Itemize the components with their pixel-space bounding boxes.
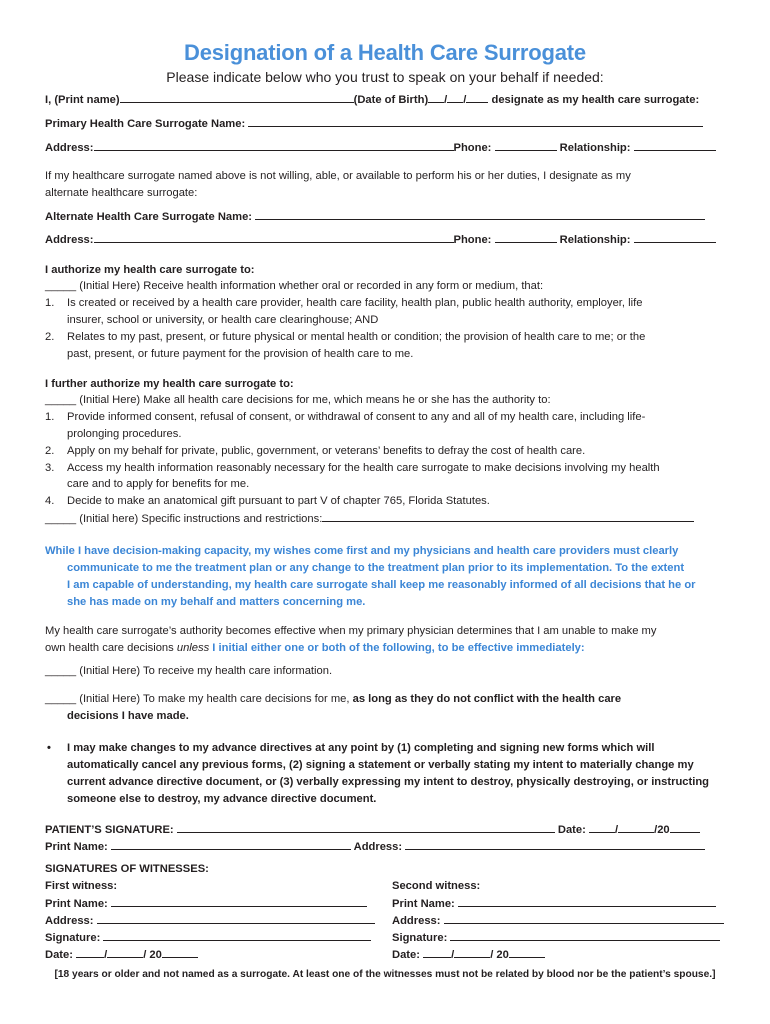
second-witness-print-field[interactable] bbox=[458, 896, 716, 907]
alternate-address-field[interactable] bbox=[94, 232, 454, 243]
dob-separator: / bbox=[463, 94, 467, 106]
capacity-line-4: she has made on my behalf and matters concerning me. bbox=[67, 596, 366, 608]
alternate-address-line bbox=[45, 232, 716, 247]
further-item-2 bbox=[45, 444, 54, 458]
option-receive-info[interactable]: _____ (Initial Here) To receive my health care information. bbox=[45, 665, 333, 677]
date-separator: / bbox=[451, 949, 455, 961]
option-make-decisions-condition: as long as they do not conflict with the health care bbox=[352, 693, 622, 705]
changes-line-1: I may make changes to my advance directives at any point by (1) completing and signing new forms which will bbox=[67, 742, 655, 754]
patient-print-name-field[interactable] bbox=[111, 839, 351, 850]
item-number: 1. bbox=[45, 411, 55, 423]
authorize-heading: I authorize my health care surrogate to: bbox=[45, 264, 255, 276]
further-heading: I further authorize my health care surrogate to: bbox=[45, 378, 294, 390]
date-separator: / bbox=[614, 824, 619, 836]
first-witness-signature-field[interactable] bbox=[103, 930, 371, 941]
further-item-3-text-a: Access my health information reasonably necessary for the health care surrogate to make decisions involving my health bbox=[67, 462, 660, 474]
primary-relationship-field[interactable] bbox=[634, 140, 716, 151]
further-item-3-text-b: care and to apply for benefits for me. bbox=[67, 478, 250, 490]
primary-surrogate-name-field[interactable] bbox=[248, 116, 703, 127]
item-number: 2. bbox=[45, 445, 55, 457]
dob-year-field[interactable] bbox=[466, 92, 488, 103]
year-prefix: / 20 bbox=[490, 949, 509, 961]
address-label: Address: bbox=[45, 142, 94, 154]
primary-address-line bbox=[45, 140, 716, 155]
alternate-intro-1: If my healthcare surrogate named above is not willing, able, or available to perform his or her duties, I designate as my bbox=[45, 170, 631, 182]
second-witness-date-line bbox=[392, 947, 545, 962]
patient-signature-field[interactable] bbox=[177, 822, 555, 833]
second-witness-signature-line bbox=[392, 930, 720, 945]
further-item-4-text: Decide to make an anatomical gift pursuant to part V of chapter 765, Florida Statutes. bbox=[67, 495, 490, 507]
address-label: Address: bbox=[353, 841, 403, 853]
capacity-line-3: I am capable of understanding, my health care surrogate shall keep me reasonably informed of all decisions that he or bbox=[67, 579, 696, 591]
item-number: 1. bbox=[45, 297, 55, 309]
second-witness-signature-field[interactable] bbox=[450, 930, 720, 941]
patient-signature-line bbox=[45, 822, 700, 837]
authorize-item-1-text-b: insurer, school or university, or health care clearinghouse; AND bbox=[67, 314, 379, 326]
signature-label: Signature: bbox=[45, 932, 101, 944]
second-witness-print-line bbox=[392, 896, 716, 911]
authorize-item-2-text-b: past, present, or future payment for the provision of health care to me. bbox=[67, 348, 414, 360]
item-number: 3. bbox=[45, 462, 55, 474]
primary-surrogate-line bbox=[45, 116, 703, 131]
first-witness-signature-line bbox=[45, 930, 371, 945]
option-make-decisions-cont: decisions I have made. bbox=[67, 710, 189, 722]
print-name-field[interactable] bbox=[120, 92, 354, 103]
patient-date-year[interactable] bbox=[670, 822, 700, 833]
changes-line-3: current advance directive document, or (3) verbally expressing my intent to destroy, physically destroying, or instructing bbox=[67, 776, 710, 788]
date-label: Date: bbox=[557, 824, 586, 836]
address-label: Address: bbox=[392, 915, 441, 927]
option-make-decisions[interactable] bbox=[45, 692, 621, 706]
relationship-label: Relationship: bbox=[559, 234, 631, 246]
further-item-1-text-a: Provide informed consent, refusal of consent, or withdrawal of consent to any and all of my health care, including life- bbox=[67, 411, 646, 423]
print-name-label: Print Name: bbox=[392, 898, 455, 910]
second-witness-date-month[interactable] bbox=[423, 947, 451, 958]
authorize-item-2 bbox=[45, 330, 54, 344]
changes-bullet: • bbox=[47, 742, 51, 754]
patient-address-field[interactable] bbox=[405, 839, 705, 850]
first-witness-heading: First witness: bbox=[45, 880, 118, 892]
authorize-item-2-text-a: Relates to my past, present, or future physical or mental health or condition; the provision of health care to me; or the bbox=[67, 331, 646, 343]
option-make-decisions-text: _____ (Initial Here) To make my health care decisions for me, bbox=[45, 693, 353, 705]
date-label: Date: bbox=[392, 949, 420, 961]
effective-line-1: My health care surrogate’s authority becomes effective when my primary physician determines that I am unable to make my bbox=[45, 625, 657, 637]
capacity-line-1: While I have decision-making capacity, my wishes come first and my physicians and health care providers must clearly bbox=[45, 545, 679, 557]
capacity-line-2: communicate to me the treatment plan or any change to the treatment plan prior to its implementation. To the extent bbox=[67, 562, 685, 574]
first-witness-address-line bbox=[45, 913, 375, 928]
address-label: Address: bbox=[45, 915, 94, 927]
designate-text: designate as my health care surrogate: bbox=[491, 94, 700, 106]
footer-note: [18 years or older and not named as a surrogate. At least one of the witnesses must not be related by blood nor be the patient’s spouse.] bbox=[54, 969, 716, 980]
effective-line-2 bbox=[45, 641, 585, 655]
witnesses-heading: SIGNATURES OF WITNESSES: bbox=[45, 863, 209, 875]
patient-date-day[interactable] bbox=[618, 822, 654, 833]
dob-day-field[interactable] bbox=[447, 92, 463, 103]
print-name-label: I, (Print name) bbox=[45, 94, 120, 106]
dob-separator: / bbox=[444, 94, 448, 106]
further-item-3 bbox=[45, 461, 54, 475]
form-subtitle: Please indicate below who you trust to speak on your behalf if needed: bbox=[166, 69, 604, 85]
primary-phone-field[interactable] bbox=[495, 140, 557, 151]
first-witness-date-year[interactable] bbox=[162, 947, 198, 958]
first-witness-date-month[interactable] bbox=[76, 947, 104, 958]
further-initial[interactable]: _____ (Initial Here) Make all health care decisions for me, which means he or she has the authority to: bbox=[45, 394, 551, 406]
signature-label: Signature: bbox=[392, 932, 448, 944]
first-witness-date-day[interactable] bbox=[107, 947, 143, 958]
first-witness-date-line bbox=[45, 947, 198, 962]
relationship-label: Relationship: bbox=[559, 142, 631, 154]
specific-instructions-label[interactable]: _____ (Initial here) Specific instructions and restrictions: bbox=[45, 513, 323, 525]
designation-line bbox=[45, 92, 699, 107]
primary-surrogate-label: Primary Health Care Surrogate Name: bbox=[45, 118, 246, 130]
alternate-intro-2: alternate healthcare surrogate: bbox=[45, 187, 198, 199]
phone-label: Phone: bbox=[453, 234, 492, 246]
item-number: 4. bbox=[45, 495, 55, 507]
authorize-item-1 bbox=[45, 296, 54, 310]
changes-line-2: automatically cancel any previous forms, (2) signing a statement or verbally stating my intent to materially change my bbox=[67, 759, 694, 771]
specific-instructions-field[interactable] bbox=[322, 511, 694, 522]
authorize-initial[interactable]: _____ (Initial Here) Receive health information whether oral or recorded in any form or medium, that: bbox=[45, 280, 544, 292]
effective-unless: unless bbox=[176, 642, 210, 654]
form-title: Designation of a Health Care Surrogate bbox=[184, 40, 586, 65]
date-separator: / bbox=[654, 824, 658, 836]
primary-address-field[interactable] bbox=[94, 140, 454, 151]
second-witness-address-field[interactable] bbox=[444, 913, 724, 924]
further-item-1 bbox=[45, 410, 54, 424]
further-item-1-text-b: prolonging procedures. bbox=[67, 428, 182, 440]
year-prefix: 20 bbox=[657, 824, 670, 836]
second-witness-date-year[interactable] bbox=[509, 947, 545, 958]
date-label: Date: bbox=[45, 949, 73, 961]
changes-line-4: someone else to destroy, my advance directive document. bbox=[67, 793, 377, 805]
first-witness-print-field[interactable] bbox=[111, 896, 367, 907]
second-witness-heading: Second witness: bbox=[392, 880, 481, 892]
item-number: 2. bbox=[45, 331, 55, 343]
dob-month-field[interactable] bbox=[428, 92, 444, 103]
alternate-phone-field[interactable] bbox=[495, 232, 557, 243]
alternate-surrogate-label: Alternate Health Care Surrogate Name: bbox=[45, 211, 253, 223]
authorize-item-1-text-a: Is created or received by a health care provider, health care facility, health plan, public health authority, employer, life bbox=[67, 297, 643, 309]
further-item-2-text: Apply on my behalf for private, public, government, or veterans’ benefits to defray the cost of health care. bbox=[67, 445, 586, 457]
print-name-label: Print Name: bbox=[45, 841, 108, 853]
patient-print-line bbox=[45, 839, 705, 854]
alternate-surrogate-name-field[interactable] bbox=[255, 209, 705, 220]
first-witness-address-field[interactable] bbox=[97, 913, 375, 924]
phone-label: Phone: bbox=[453, 142, 492, 154]
second-witness-date-day[interactable] bbox=[454, 947, 490, 958]
patient-date-month[interactable] bbox=[589, 822, 615, 833]
year-prefix: / 20 bbox=[143, 949, 162, 961]
address-label: Address: bbox=[45, 234, 94, 246]
alternate-relationship-field[interactable] bbox=[634, 232, 716, 243]
date-separator: / bbox=[104, 949, 108, 961]
alternate-surrogate-line bbox=[45, 209, 705, 224]
second-witness-address-line bbox=[392, 913, 724, 928]
further-item-4 bbox=[45, 494, 54, 508]
print-name-label: Print Name: bbox=[45, 898, 108, 910]
patient-signature-label: PATIENT’S SIGNATURE: bbox=[45, 824, 174, 836]
dob-label: (Date of Birth) bbox=[353, 94, 429, 106]
effective-initial-text: I initial either one or both of the following, to be effective immediately: bbox=[209, 642, 585, 654]
specific-instructions-line bbox=[45, 511, 694, 526]
effective-text: own health care decisions bbox=[45, 642, 177, 654]
first-witness-print-line bbox=[45, 896, 367, 911]
